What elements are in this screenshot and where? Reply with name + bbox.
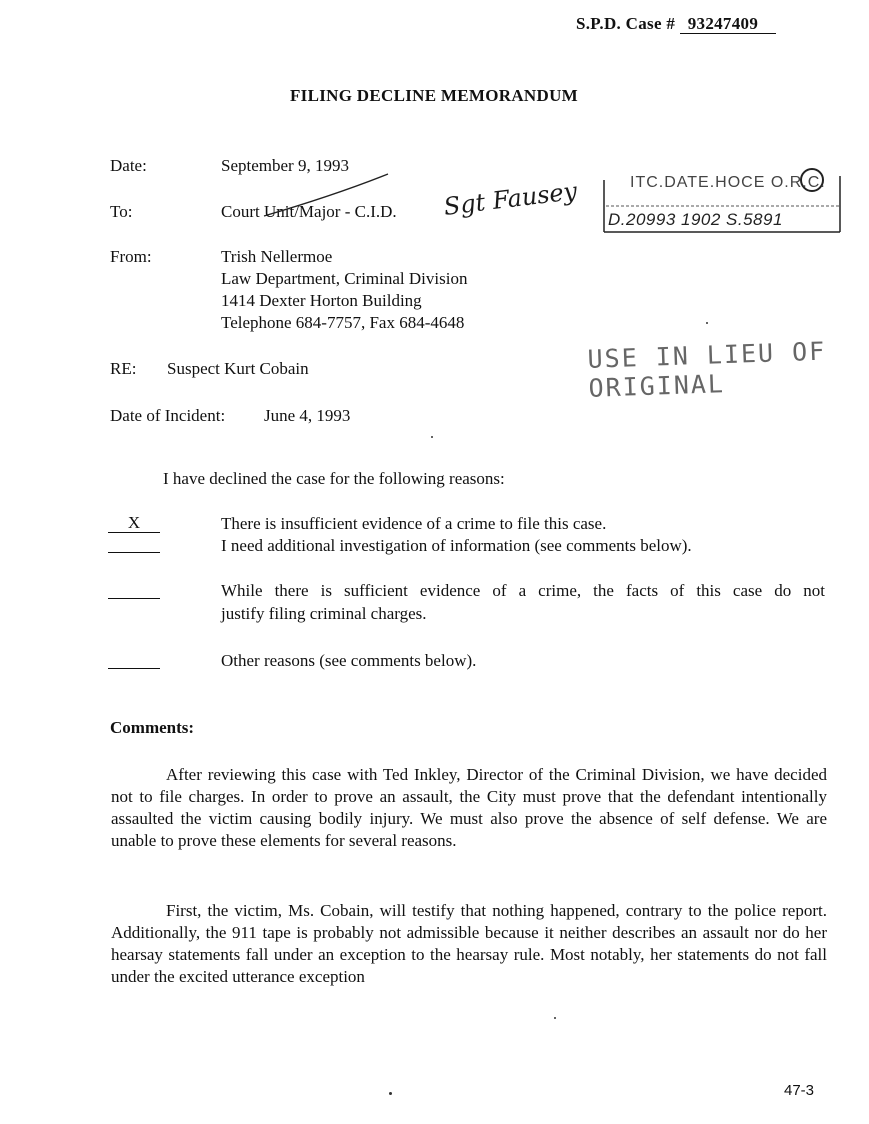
scan-speck — [706, 322, 708, 324]
reason-1-mark: X — [108, 514, 160, 533]
reason-1-checkbox — [108, 512, 160, 534]
from-name: Trish Nellermoe — [221, 247, 333, 266]
scan-speck — [554, 1017, 556, 1019]
scan-speck — [389, 1092, 392, 1095]
case-number-line — [576, 14, 776, 34]
reason-4-text: Other reasons (see comments below). — [221, 651, 477, 670]
reason-2-text: I need additional investigation of information (see comments below). — [221, 536, 692, 555]
handwritten-note-text: Sgt Fausey — [442, 176, 579, 221]
received-stamp — [594, 166, 846, 238]
use-in-lieu-text: USE IN LIEU OF ORIGINAL — [587, 336, 827, 403]
from-label: From: — [110, 247, 152, 266]
comments-paragraph-1 — [111, 764, 827, 852]
from-phone: Telephone 684-7757, Fax 684-4648 — [221, 313, 465, 332]
reason-2-checkbox — [108, 534, 160, 559]
comments-heading: Comments: — [110, 718, 195, 737]
received-stamp-line2: D.20993 1902 S.5891 — [608, 210, 783, 229]
reason-3-checkbox — [108, 580, 160, 605]
re-value: Suspect Kurt Cobain — [167, 359, 309, 378]
incident-value: June 4, 1993 — [264, 406, 351, 425]
scan-speck — [431, 436, 433, 438]
comments-paragraph-1-text: After reviewing this case with Ted Inkley, Director of the Criminal Division, we have decided not to file charges. In order to prove an assault, the City must prove that the defendant intentionally assaulted the victim causing bodily injury. We must also prove the absence of self defense. We are unable to prove these elements for several reasons. — [111, 765, 827, 850]
reason-3-text-line2: justify filing criminal charges. — [221, 604, 427, 623]
handwritten-note — [442, 174, 612, 224]
to-label: To: — [110, 202, 133, 221]
comments-paragraph-2 — [111, 900, 827, 988]
re-label: RE: — [110, 359, 137, 378]
case-label: S.P.D. Case # — [576, 14, 676, 33]
to-value: Court Unit/Major - C.I.D. — [221, 202, 397, 221]
date-value: September 9, 1993 — [221, 156, 349, 175]
reason-1-text: There is insufficient evidence of a crime to file this case. — [221, 514, 607, 533]
reason-4-checkbox — [108, 650, 160, 675]
incident-label: Date of Incident: — [110, 406, 226, 425]
from-department: Law Department, Criminal Division — [221, 269, 468, 288]
reason-4-mark — [108, 650, 160, 669]
case-number: 93247409 — [680, 15, 776, 34]
page-number: 47-3 — [784, 1082, 815, 1099]
pen-stroke — [258, 172, 393, 222]
comments-paragraph-2-text: First, the victim, Ms. Cobain, will testify that nothing happened, contrary to the police report. Additionally, the 911 tape is probably not admissible because it neither describes an assault nor do her hearsay statements fall under an exception to the hearsay rule. Most notably, her statements do not fall under the excited utterance exception — [111, 901, 827, 986]
reasons-intro: I have declined the case for the following reasons: — [163, 469, 505, 488]
memo-title: FILING DECLINE MEMORANDUM — [290, 86, 578, 105]
reason-2-mark — [108, 534, 160, 553]
date-label: Date: — [110, 156, 147, 175]
received-stamp-line1: ITC.DATE.HOCE O.R.C. — [630, 174, 826, 191]
use-in-lieu-stamp — [587, 336, 868, 403]
from-address: 1414 Dexter Horton Building — [221, 291, 422, 310]
reason-3-text-line1: While there is sufficient evidence of a crime, the facts of this case do not — [221, 581, 825, 600]
reason-3-mark — [108, 580, 160, 599]
